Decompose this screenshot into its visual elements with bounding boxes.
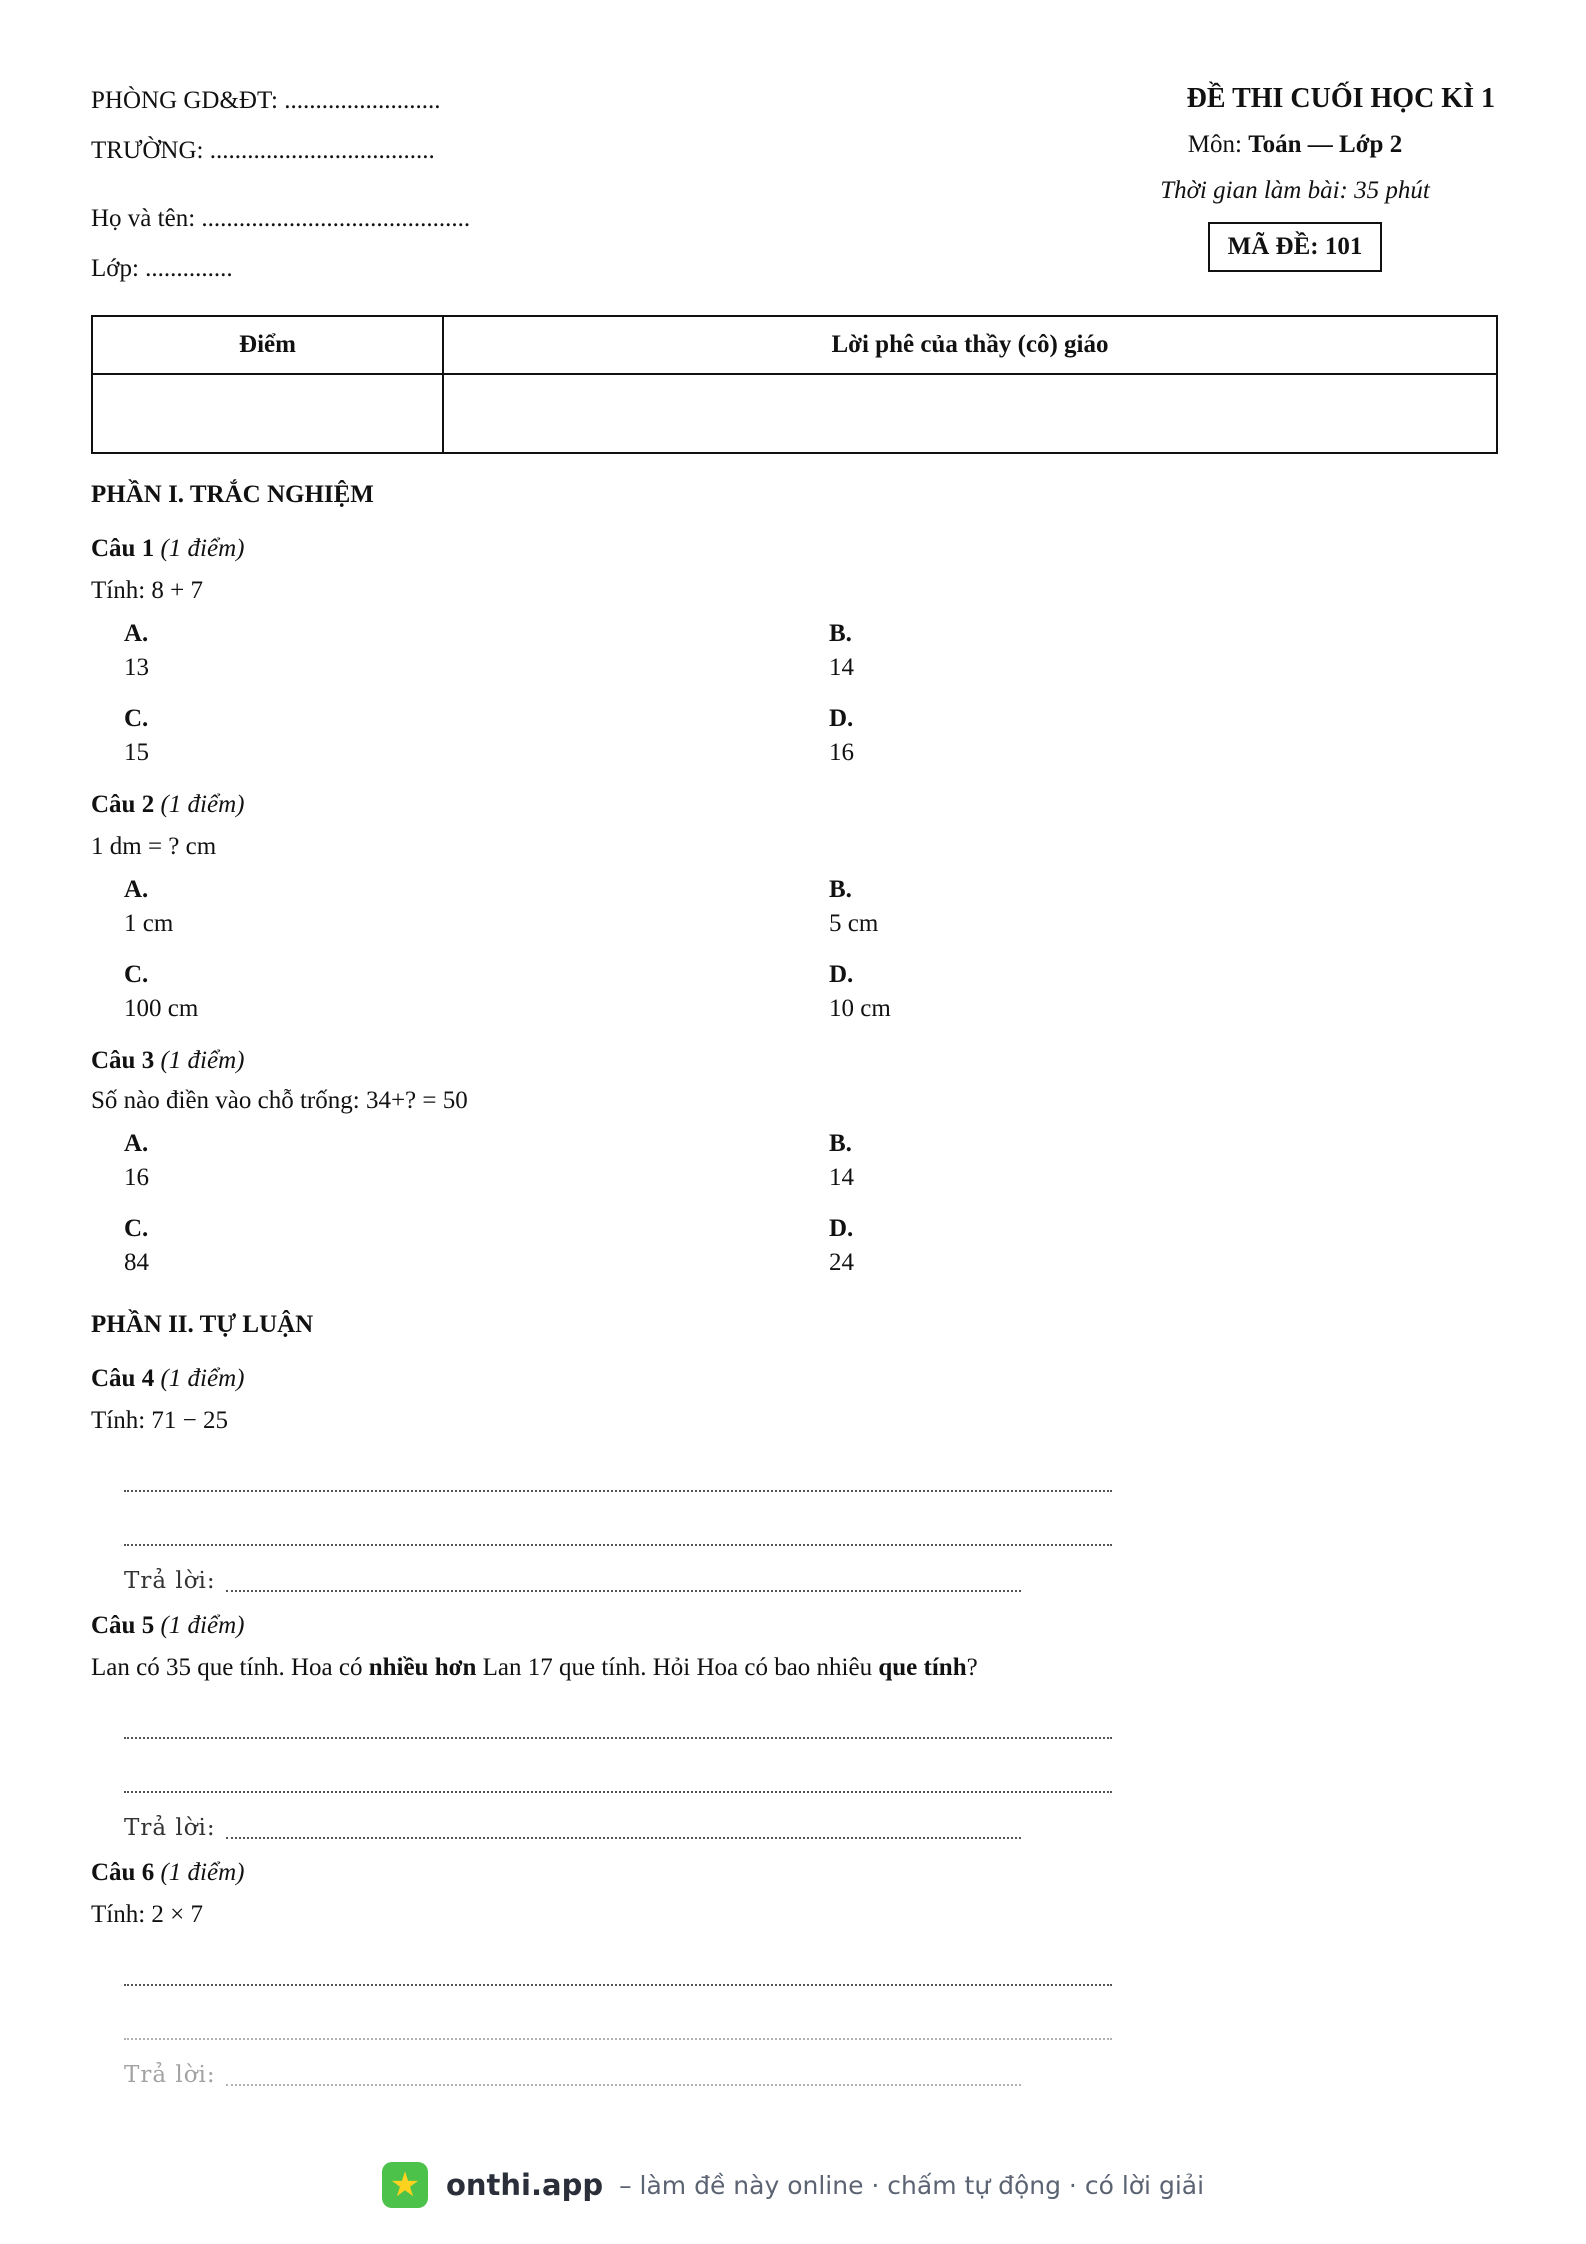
option-d[interactable] (829, 693, 1534, 778)
option-value: 13 (124, 654, 149, 681)
question-header (91, 1044, 1501, 1078)
question-text: Tính: 8 + 7 (91, 577, 204, 604)
exam-code: MÃ ĐỀ: 101 (1208, 222, 1383, 272)
question (91, 1044, 1501, 1288)
answer-line[interactable] (124, 1492, 1112, 1546)
reply-blank[interactable] (226, 1564, 1021, 1592)
class-field: Lớp: .............. (91, 255, 233, 282)
option-label: B. (829, 1130, 852, 1157)
answer-line[interactable] (124, 1739, 1112, 1793)
star-icon: ★ (389, 2165, 421, 2205)
question-header (91, 532, 1501, 566)
option-a[interactable] (124, 1118, 829, 1203)
question (91, 1856, 1501, 2093)
option-value: 16 (124, 1164, 149, 1191)
option-label: C. (124, 705, 149, 732)
option-label: A. (124, 876, 149, 903)
option-label: D. (829, 705, 854, 732)
option-value: 10 cm (829, 995, 891, 1022)
answer-line[interactable] (124, 1685, 1112, 1739)
question-points: (1 điểm) (160, 535, 245, 562)
option-value: 5 cm (829, 910, 879, 937)
option-value: 14 (829, 1164, 854, 1191)
score-table (91, 315, 1498, 454)
answer-line[interactable] (124, 1438, 1112, 1492)
option-c[interactable] (124, 693, 829, 778)
option-b[interactable] (829, 864, 1534, 949)
question (91, 788, 1501, 1034)
score-header: Điểm (92, 316, 443, 374)
text-part: Lan có 35 que tính. Hoa có (91, 1654, 369, 1681)
question-text: Tính: 2 × 7 (91, 1901, 204, 1928)
question (91, 532, 1501, 778)
dept-field: PHÒNG GD&ĐT: ......................... (91, 87, 441, 114)
question-text: Số nào điền vào chỗ trống: 34+? = 50 (91, 1087, 468, 1114)
subject-prefix: Môn: (1187, 131, 1242, 158)
answer-line[interactable] (124, 1932, 1112, 1986)
question-points: (1 điểm) (160, 1365, 245, 1392)
question-header (91, 1362, 1501, 1396)
answer-area[interactable] (91, 1685, 1501, 1846)
option-b[interactable] (829, 608, 1534, 693)
options (91, 608, 1501, 778)
question-text: 1 dm = ? cm (91, 833, 217, 860)
question-label: Câu 6 (91, 1859, 155, 1886)
answer-area[interactable] (91, 1932, 1501, 2093)
option-value: 1 cm (124, 910, 174, 937)
question-label: Câu 3 (91, 1047, 155, 1074)
option-label: C. (124, 961, 149, 988)
question-label: Câu 4 (91, 1365, 155, 1392)
answer-line[interactable] (124, 1986, 1112, 2040)
option-a[interactable] (124, 608, 829, 693)
text-emphasis: que tính (878, 1654, 967, 1681)
school-field: TRƯỜNG: .................................... (91, 137, 435, 164)
question-points: (1 điểm) (160, 1047, 245, 1074)
options (91, 864, 1501, 1034)
exam-content (91, 478, 1501, 2093)
question (91, 1362, 1501, 1599)
text-part: Lan 17 que tính. Hỏi Hoa có bao nhiêu (476, 1654, 879, 1681)
option-a[interactable] (124, 864, 829, 949)
option-label: C. (124, 1215, 149, 1242)
option-value: 84 (124, 1249, 149, 1276)
option-label: D. (829, 1215, 854, 1242)
subject-name: Toán — Lớp 2 (1248, 131, 1403, 158)
option-d[interactable] (829, 1203, 1534, 1288)
question-label: Câu 1 (91, 535, 155, 562)
option-label: A. (124, 620, 149, 647)
text-emphasis: nhiều hơn (368, 1654, 477, 1681)
option-d[interactable] (829, 949, 1534, 1034)
option-value: 24 (829, 1249, 854, 1276)
score-cell[interactable] (92, 374, 443, 453)
reply-line[interactable] (124, 1793, 1501, 1846)
question-header (91, 1856, 1501, 1890)
question (91, 1609, 1501, 1846)
option-label: B. (829, 876, 852, 903)
options (91, 1118, 1501, 1288)
reply-line[interactable] (124, 2040, 1501, 2093)
banner-tagline: – làm đề này online · chấm tự động · có lời giải (619, 2170, 1205, 2200)
option-c[interactable] (124, 949, 829, 1034)
question-text (91, 1651, 1501, 1685)
reply-label: Trả lời: (124, 1568, 216, 1594)
option-value: 100 cm (124, 995, 199, 1022)
reply-label: Trả lời: (124, 1815, 216, 1841)
reply-blank[interactable] (226, 1811, 1021, 1839)
question-points: (1 điểm) (160, 791, 245, 818)
option-b[interactable] (829, 1118, 1534, 1203)
option-label: B. (829, 620, 852, 647)
option-label: D. (829, 961, 854, 988)
question-text: Tính: 71 − 25 (91, 1407, 229, 1434)
exam-time: Thời gian làm bài: 35 phút (1160, 177, 1430, 204)
option-value: 15 (124, 739, 149, 766)
brand-name[interactable]: onthi.app (445, 2168, 604, 2202)
question-points: (1 điểm) (160, 1612, 245, 1639)
option-c[interactable] (124, 1203, 829, 1288)
question-points: (1 điểm) (160, 1859, 245, 1886)
comment-header: Lời phê của thầy (cô) giáo (443, 316, 1497, 374)
reply-line[interactable] (124, 1546, 1501, 1599)
part2-title: PHẦN II. TỰ LUẬN (91, 1311, 314, 1338)
answer-area[interactable] (91, 1438, 1501, 1599)
reply-label: Trả lời: (124, 2062, 216, 2088)
question-label: Câu 2 (91, 791, 155, 818)
exam-title: ĐỀ THI CUỐI HỌC KÌ 1 (1186, 83, 1495, 114)
part1-title: PHẦN I. TRẮC NGHIỆM (91, 481, 374, 508)
exam-info (1090, 80, 1500, 272)
question-header (91, 1609, 1501, 1643)
question-label: Câu 5 (91, 1612, 155, 1639)
comment-cell[interactable] (443, 374, 1497, 453)
exam-subject (1090, 128, 1500, 162)
text-part: ? (966, 1654, 978, 1681)
name-field: Họ và tên: ........................................... (91, 205, 471, 232)
option-value: 14 (829, 654, 854, 681)
reply-blank[interactable] (226, 2058, 1021, 2086)
option-label: A. (124, 1130, 149, 1157)
question-header (91, 788, 1501, 822)
promo-banner[interactable] (0, 2150, 1586, 2220)
app-logo[interactable] (382, 2162, 428, 2208)
option-value: 16 (829, 739, 854, 766)
